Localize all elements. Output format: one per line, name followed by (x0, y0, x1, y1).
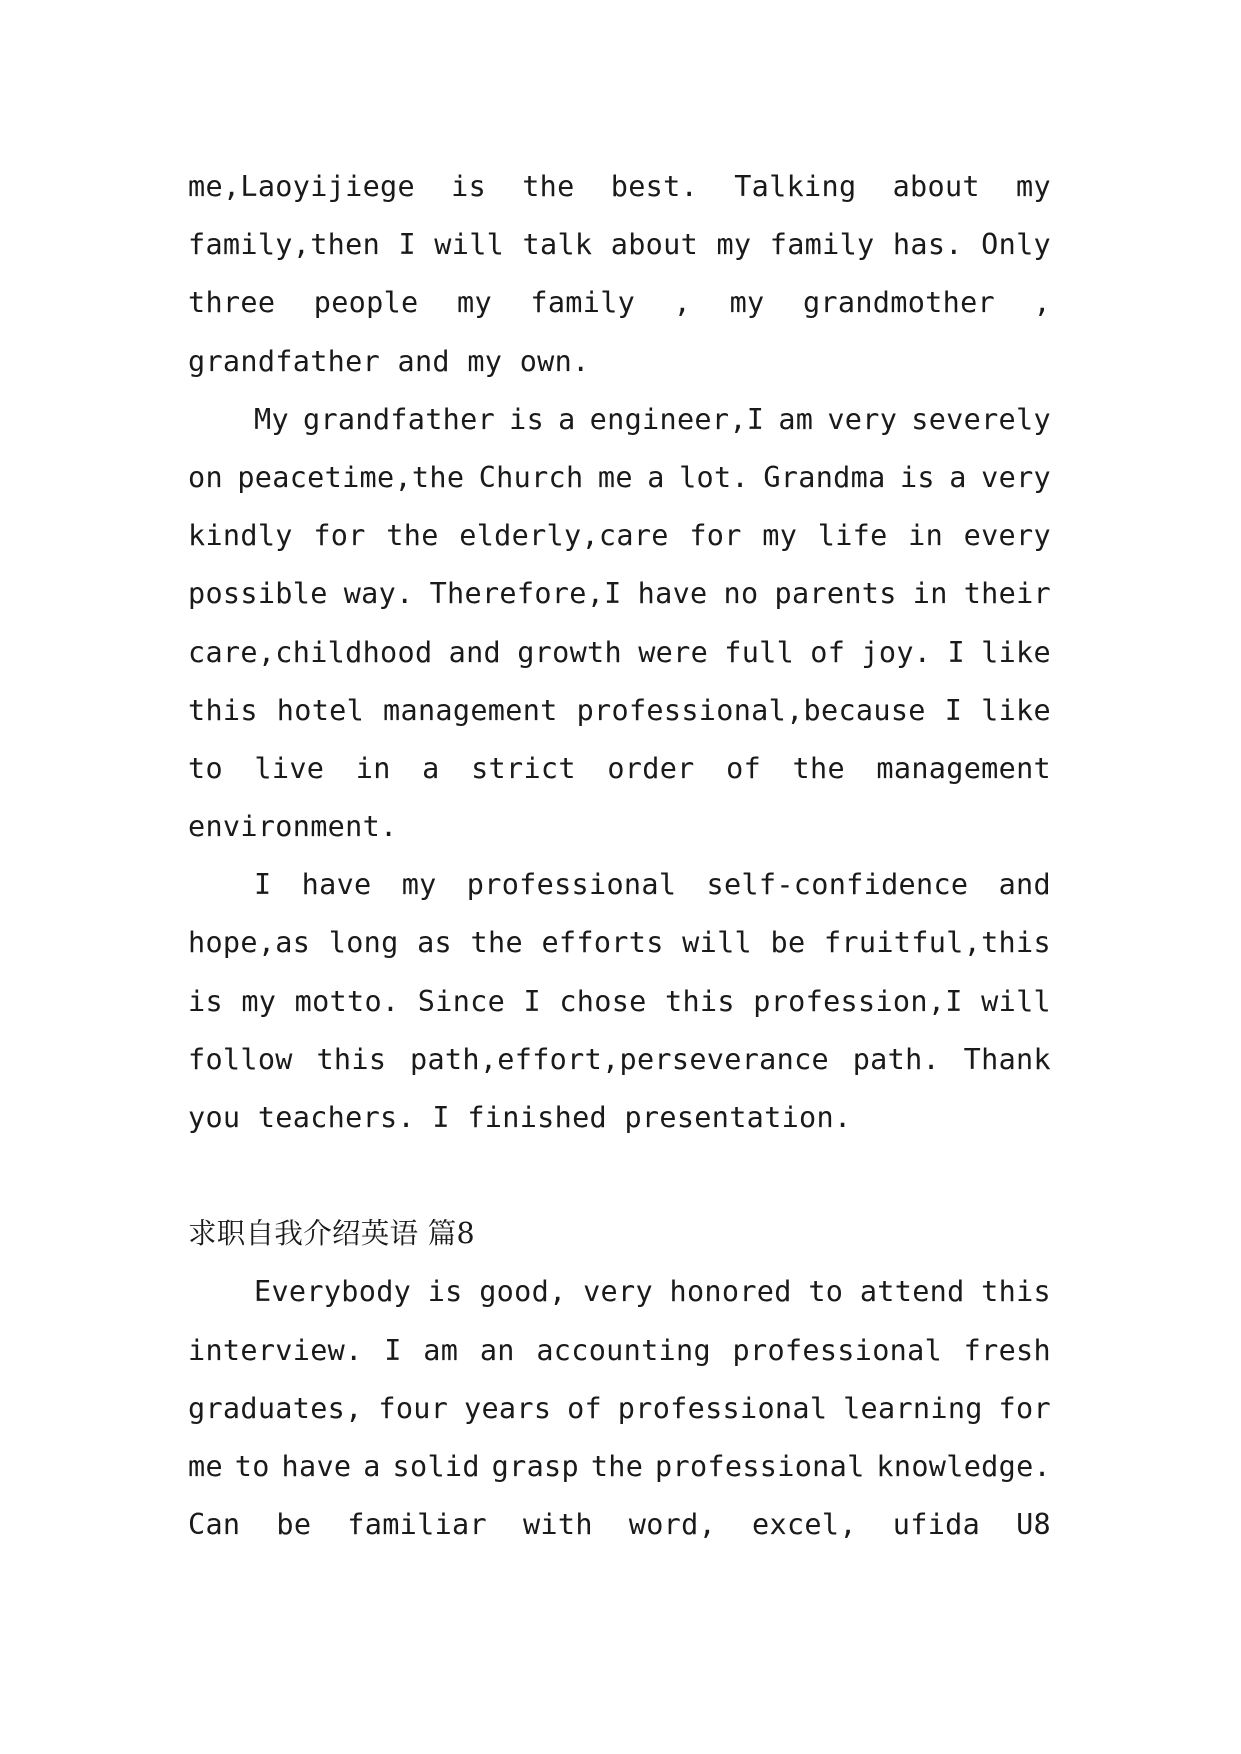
word: a (558, 402, 576, 436)
word: this (981, 1275, 1051, 1309)
word: for (689, 519, 742, 553)
word: attend (859, 1275, 965, 1309)
word: and (998, 868, 1051, 902)
word: no (723, 577, 759, 611)
word: the (522, 170, 575, 203)
word: family,then (188, 228, 381, 262)
word: to (188, 751, 223, 785)
word: grandfather (303, 402, 496, 436)
word: management (876, 751, 1051, 785)
word: knowledge. (876, 1449, 1051, 1483)
word: a (647, 460, 665, 494)
word: motto. (294, 984, 400, 1018)
word: for (998, 1391, 1051, 1425)
word: the (792, 751, 845, 785)
word: years (464, 1391, 552, 1425)
text-line (188, 624, 1051, 682)
word: their (963, 577, 1051, 611)
word: am (423, 1333, 459, 1367)
word: very (827, 402, 898, 436)
word: solid (392, 1449, 480, 1483)
text-line: grandfather and my own. (188, 344, 590, 378)
word: possible (188, 577, 328, 611)
word: word, (628, 1508, 717, 1542)
word: path,effort,perseverance (409, 1042, 829, 1076)
word: professional,because (576, 693, 926, 727)
word: is (899, 460, 935, 494)
word: I (947, 635, 965, 669)
word: of (810, 635, 846, 669)
word: is (509, 402, 545, 436)
word: be (770, 926, 806, 960)
word: family (530, 286, 636, 320)
word: Thank (963, 1042, 1051, 1076)
word: Church (478, 460, 584, 494)
word: hope,as (188, 926, 311, 960)
word: is (451, 170, 487, 203)
word: very (583, 1275, 653, 1309)
text-line (188, 391, 1051, 449)
text-line (188, 565, 1051, 623)
word: Only (981, 228, 1051, 262)
text-line (188, 973, 1051, 1031)
word: order (607, 751, 695, 785)
word: every (963, 519, 1051, 553)
text-line (188, 274, 1051, 332)
word: learning (843, 1391, 983, 1425)
word: Can (188, 1508, 241, 1542)
word: my (457, 286, 492, 320)
word: professional (466, 868, 677, 902)
word: has. (892, 228, 963, 262)
text-line (188, 1496, 1051, 1554)
word: family (769, 228, 875, 262)
word: U8 (1016, 1508, 1051, 1542)
word: strict (471, 751, 576, 785)
word: for (313, 519, 366, 553)
text-line (188, 1380, 1051, 1438)
word: like (981, 693, 1051, 727)
word: severely (911, 402, 1051, 436)
word: I (384, 1333, 402, 1367)
word: care,childhood (188, 635, 433, 669)
word: am (778, 402, 814, 436)
word: the (470, 926, 523, 960)
word: lot. (679, 460, 749, 494)
word: self-confidence (706, 868, 969, 902)
word: familiar (347, 1508, 487, 1542)
word: an (479, 1333, 515, 1367)
word: excel, (752, 1508, 857, 1542)
text-line (188, 1438, 1051, 1496)
word: and (448, 635, 502, 669)
word: , (1033, 286, 1051, 320)
word: life (817, 519, 888, 553)
word: Since (417, 984, 506, 1018)
text-line (188, 1263, 1051, 1321)
text-line (188, 740, 1051, 798)
word: live (254, 751, 325, 785)
word: a (422, 751, 440, 785)
word: about (610, 228, 699, 262)
word: on (188, 460, 223, 494)
text-line (188, 449, 1051, 507)
word: interview. (188, 1333, 363, 1367)
word: will (981, 984, 1051, 1018)
word: way. (343, 577, 414, 611)
word: be (276, 1508, 312, 1542)
word: Grandma (763, 460, 886, 494)
word: in (908, 519, 944, 553)
word: I (254, 868, 272, 902)
word: I (398, 228, 416, 262)
word: grasp (491, 1449, 579, 1483)
word: as (417, 926, 453, 960)
word: grandmother (802, 286, 995, 320)
word: engineer,I (589, 402, 765, 436)
word: Therefore,I (429, 577, 622, 611)
paragraph-4 (188, 1263, 1051, 1554)
word: were (638, 635, 709, 669)
word: like (981, 635, 1051, 669)
word: with (522, 1508, 593, 1542)
word: management (383, 693, 558, 727)
word: My (254, 402, 289, 436)
text-line (188, 914, 1051, 972)
text-line (188, 216, 1051, 274)
word: my (729, 286, 765, 320)
word: graduates, (188, 1391, 363, 1425)
word: to (234, 1449, 270, 1483)
word: , (673, 286, 692, 320)
word: three (188, 286, 276, 320)
word: people (313, 286, 419, 320)
word: peacetime,the (237, 460, 465, 494)
word: kindly (188, 519, 293, 553)
word: professional (655, 1449, 865, 1483)
word: ufida (892, 1508, 981, 1542)
word: follow (188, 1042, 293, 1076)
word: honored (669, 1275, 792, 1309)
word: this (316, 1042, 387, 1076)
word: fresh (963, 1333, 1051, 1367)
text-line (188, 507, 1051, 565)
paragraph-2 (188, 391, 1051, 857)
word: very (981, 460, 1051, 494)
word: professional (617, 1391, 828, 1425)
word: this (188, 693, 258, 727)
text-line: you teachers. I finished presentation. (188, 1101, 852, 1134)
section-heading: 求职自我介绍英语 篇8 (188, 1217, 475, 1251)
text-line (188, 856, 1051, 914)
word: in (355, 751, 391, 785)
word: in (912, 577, 948, 611)
word: hotel (276, 693, 365, 727)
word: is (427, 1275, 463, 1309)
word: my (401, 868, 437, 902)
word: of (726, 751, 762, 785)
paragraph-1 (188, 158, 1051, 391)
word: my (716, 228, 752, 262)
word: efforts (541, 926, 664, 960)
word: best. (610, 170, 699, 203)
word: me,Laoyijiege (188, 170, 415, 203)
word: path. (852, 1042, 940, 1076)
word: my (241, 984, 277, 1018)
word: Talking (734, 170, 857, 203)
word: I (944, 693, 963, 727)
word: me (188, 1449, 223, 1483)
word: my (762, 519, 798, 553)
word: accounting (536, 1333, 711, 1367)
word: long (328, 926, 399, 960)
word: to (808, 1275, 844, 1309)
word: will (682, 926, 753, 960)
word: have (301, 868, 372, 902)
word: have (637, 577, 708, 611)
text-line (188, 158, 1051, 216)
word: have (281, 1449, 352, 1483)
word: talk (522, 228, 593, 262)
word: is (188, 984, 223, 1018)
word: profession,I (753, 984, 963, 1018)
word: about (892, 170, 980, 203)
word: fruitful,this (823, 926, 1051, 960)
word: the (590, 1449, 644, 1483)
word: a (949, 460, 967, 494)
word: a (363, 1449, 381, 1483)
document-body (188, 158, 1051, 1554)
word: four (378, 1391, 449, 1425)
word: this (665, 984, 735, 1018)
text-line (188, 1031, 1051, 1089)
word: I (523, 984, 541, 1018)
word: will (434, 228, 505, 262)
text-line (188, 682, 1051, 740)
text-line (188, 1322, 1051, 1380)
word: professional (732, 1333, 943, 1367)
word: full (724, 635, 795, 669)
word: Everybody (254, 1275, 412, 1309)
paragraph-3 (188, 856, 1051, 1147)
word: good, (479, 1275, 567, 1309)
word: growth (517, 635, 622, 669)
word: joy. (861, 635, 932, 669)
word: chose (559, 984, 647, 1018)
word: parents (774, 577, 897, 611)
word: elderly,care (459, 519, 669, 553)
word: the (386, 519, 439, 553)
word: me (597, 460, 633, 494)
word: my (1016, 170, 1051, 203)
word: of (567, 1391, 602, 1425)
text-line: environment. (188, 810, 398, 844)
